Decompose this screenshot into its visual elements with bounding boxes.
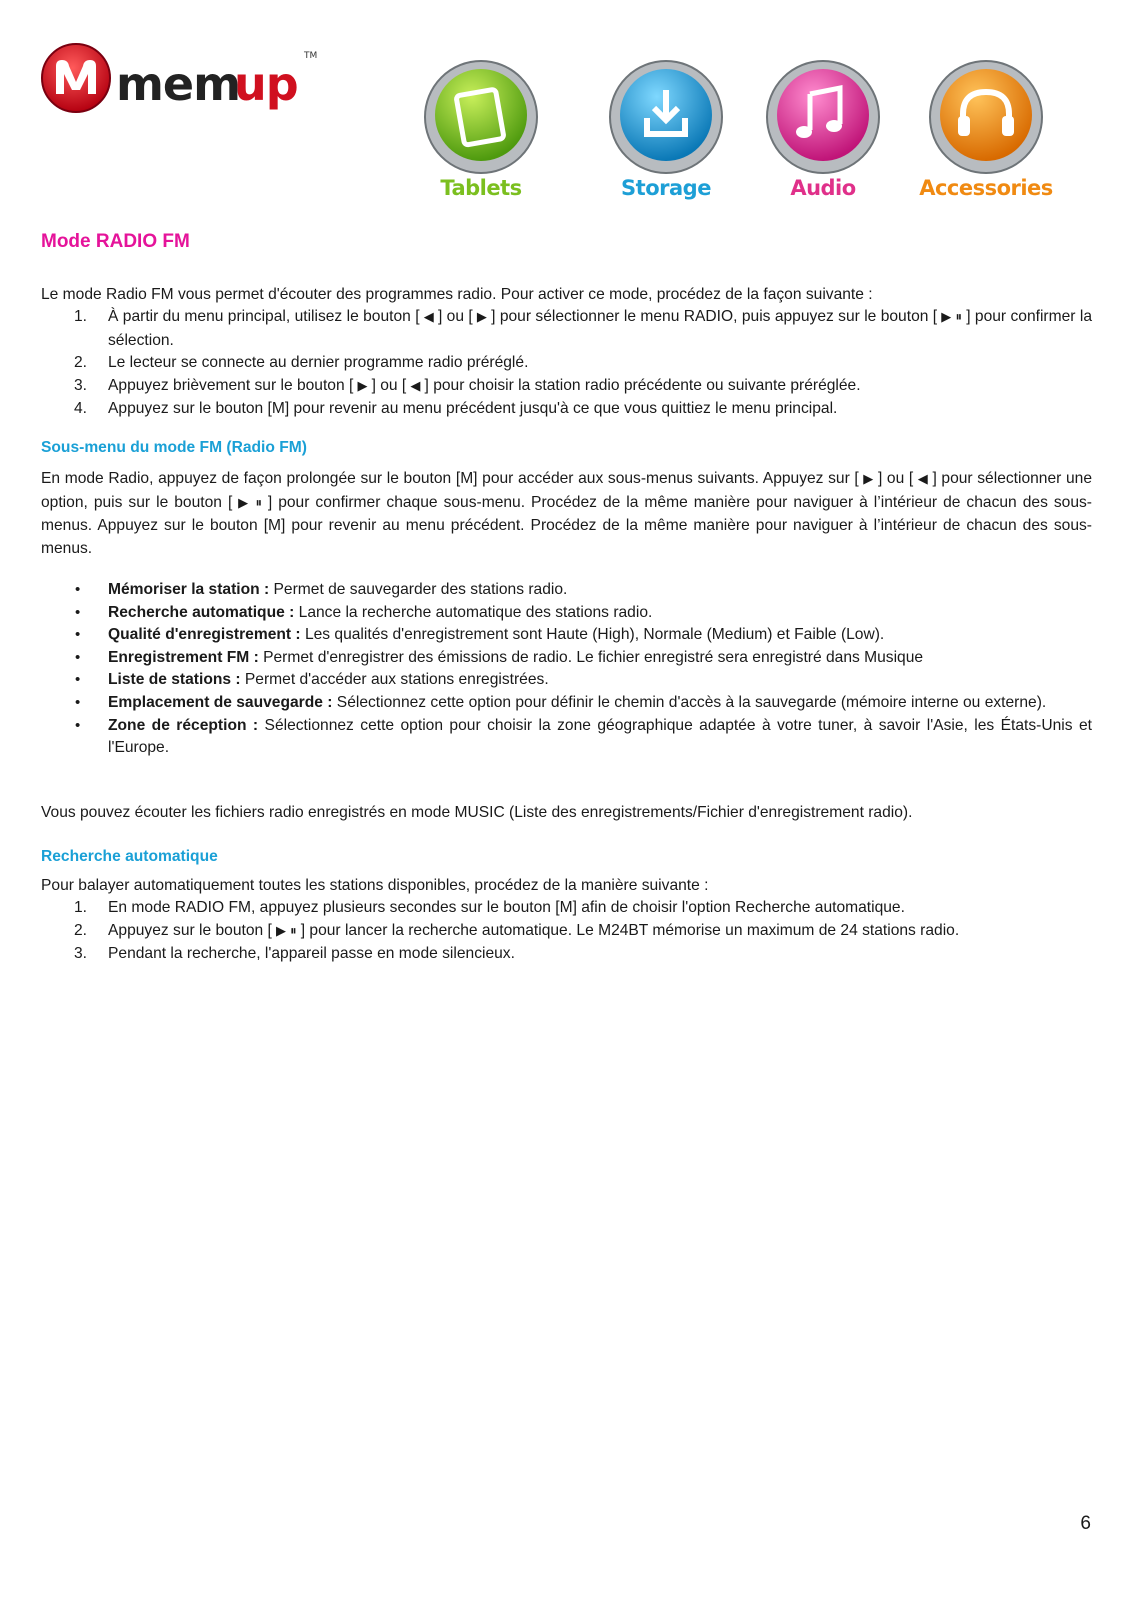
intro-paragraph: Le mode Radio FM vous permet d'écouter des programmes radio. Pour activer ce mode, procédez de la façon suivante : [41, 286, 873, 303]
steps-list [41, 306, 1092, 421]
list-item: 1. En mode RADIO FM, appuyez plusieurs secondes sur le bouton [M] afin de choisir l'option Recherche automatique. [74, 899, 905, 916]
music-paragraph: Vous pouvez écouter les fichiers radio enregistrés en mode MUSIC (Liste des enregistrements/Fichier d'enregistrement radio). [41, 804, 913, 821]
category-label: Storage [621, 176, 711, 200]
list-item: • Liste de stations : Permet d'accéder aux stations enregistrées. [75, 671, 549, 689]
list-item: 3. Appuyez brièvement sur le bouton [ ▶ ] ou [ ◀ ] pour choisir la station radio précédente ou suivante préréglée. [74, 376, 861, 394]
memup-logo [38, 40, 338, 120]
category-label: Tablets [440, 176, 522, 200]
category-storage[interactable] [598, 58, 734, 200]
list-item: 4. Appuyez sur le bouton [M] pour revenir au menu précédent jusqu'à ce que vous quittiez le menu principal. [74, 400, 838, 418]
svg-text:up: up [234, 57, 298, 111]
submenu-items [41, 579, 1092, 760]
category-accessories[interactable] [912, 58, 1060, 200]
category-label: Accessories [919, 176, 1053, 200]
download-icon [607, 58, 725, 176]
list-item: 3. Pendant la recherche, l'appareil passe en mode silencieux. [74, 945, 515, 963]
list-item: • Zone de réception : Sélectionnez cette option pour choisir la zone géographique adaptée à votre tuner, à savoir l'Asie, les États-Unis et l'Europe. [75, 716, 1092, 757]
autosearch-title: Recherche automatique [41, 848, 218, 865]
svg-text:mem: mem [116, 57, 241, 111]
autosearch-intro: Pour balayer automatiquement toutes les stations disponibles, procédez de la manière suivante : [41, 877, 709, 894]
autosearch-steps [41, 897, 1092, 966]
list-item: • Mémoriser la station : Permet de sauvegarder des stations radio. [75, 581, 568, 598]
submenu-title: Sous-menu du mode FM (Radio FM) [41, 439, 307, 456]
svg-text:TM: TM [304, 51, 318, 61]
list-item: 2. Appuyez sur le bouton [ ▶ ⏸ ] pour lancer la recherche automatique. Le M24BT mémorise un maximum de 24 stations radio. [74, 921, 960, 939]
tablet-icon [422, 58, 540, 176]
category-audio[interactable] [755, 58, 891, 200]
submenu-paragraph: En mode Radio, appuyez de façon prolongée sur le bouton [M] pour accéder aux sous-menus suivants. Appuyez sur [ ▶ ] ou [ ◀ ] pour sélectionner une option, puis sur le bouton [ ▶ ⏸ ] pour confirmer chaque sous-menu. Procédez de la même manière pour naviguer à l’intérieur de chacun des sous-menus. Appuyez sur le bouton [M] pour revenir au menu précédent. Procédez de la même manière pour naviguer à l’intérieur de chacun des sous-menus. [41, 470, 1092, 557]
music-note-icon [764, 58, 882, 176]
list-item: 2. Le lecteur se connecte au dernier programme radio préréglé. [74, 354, 529, 372]
list-item: • Qualité d'enregistrement : Les qualités d'enregistrement sont Haute (High), Normale (Medium) et Faible (Low). [75, 626, 885, 644]
category-tablets[interactable] [413, 58, 549, 200]
page-number: 6 [1080, 1513, 1091, 1534]
section-title: Mode RADIO FM [41, 231, 190, 252]
list-item: • Emplacement de sauvegarde : Sélectionnez cette option pour définir le chemin d'accès à la sauvegarde (mémoire interne ou externe). [75, 693, 1047, 711]
headphones-icon [927, 58, 1045, 176]
list-item: 1. À partir du menu principal, utilisez le bouton [ ◀ ] ou [ ▶ ] pour sélectionner le menu RADIO, puis appuyez sur le bouton [ ▶ ⏸ ] pour confirmer la sélection. [74, 308, 1092, 349]
category-label: Audio [790, 176, 856, 200]
list-item: • Recherche automatique : Lance la recherche automatique des stations radio. [75, 603, 653, 621]
list-item: • Enregistrement FM : Permet d'enregistrer des émissions de radio. Le fichier enregistré sera enregistré dans Musique [75, 648, 924, 666]
